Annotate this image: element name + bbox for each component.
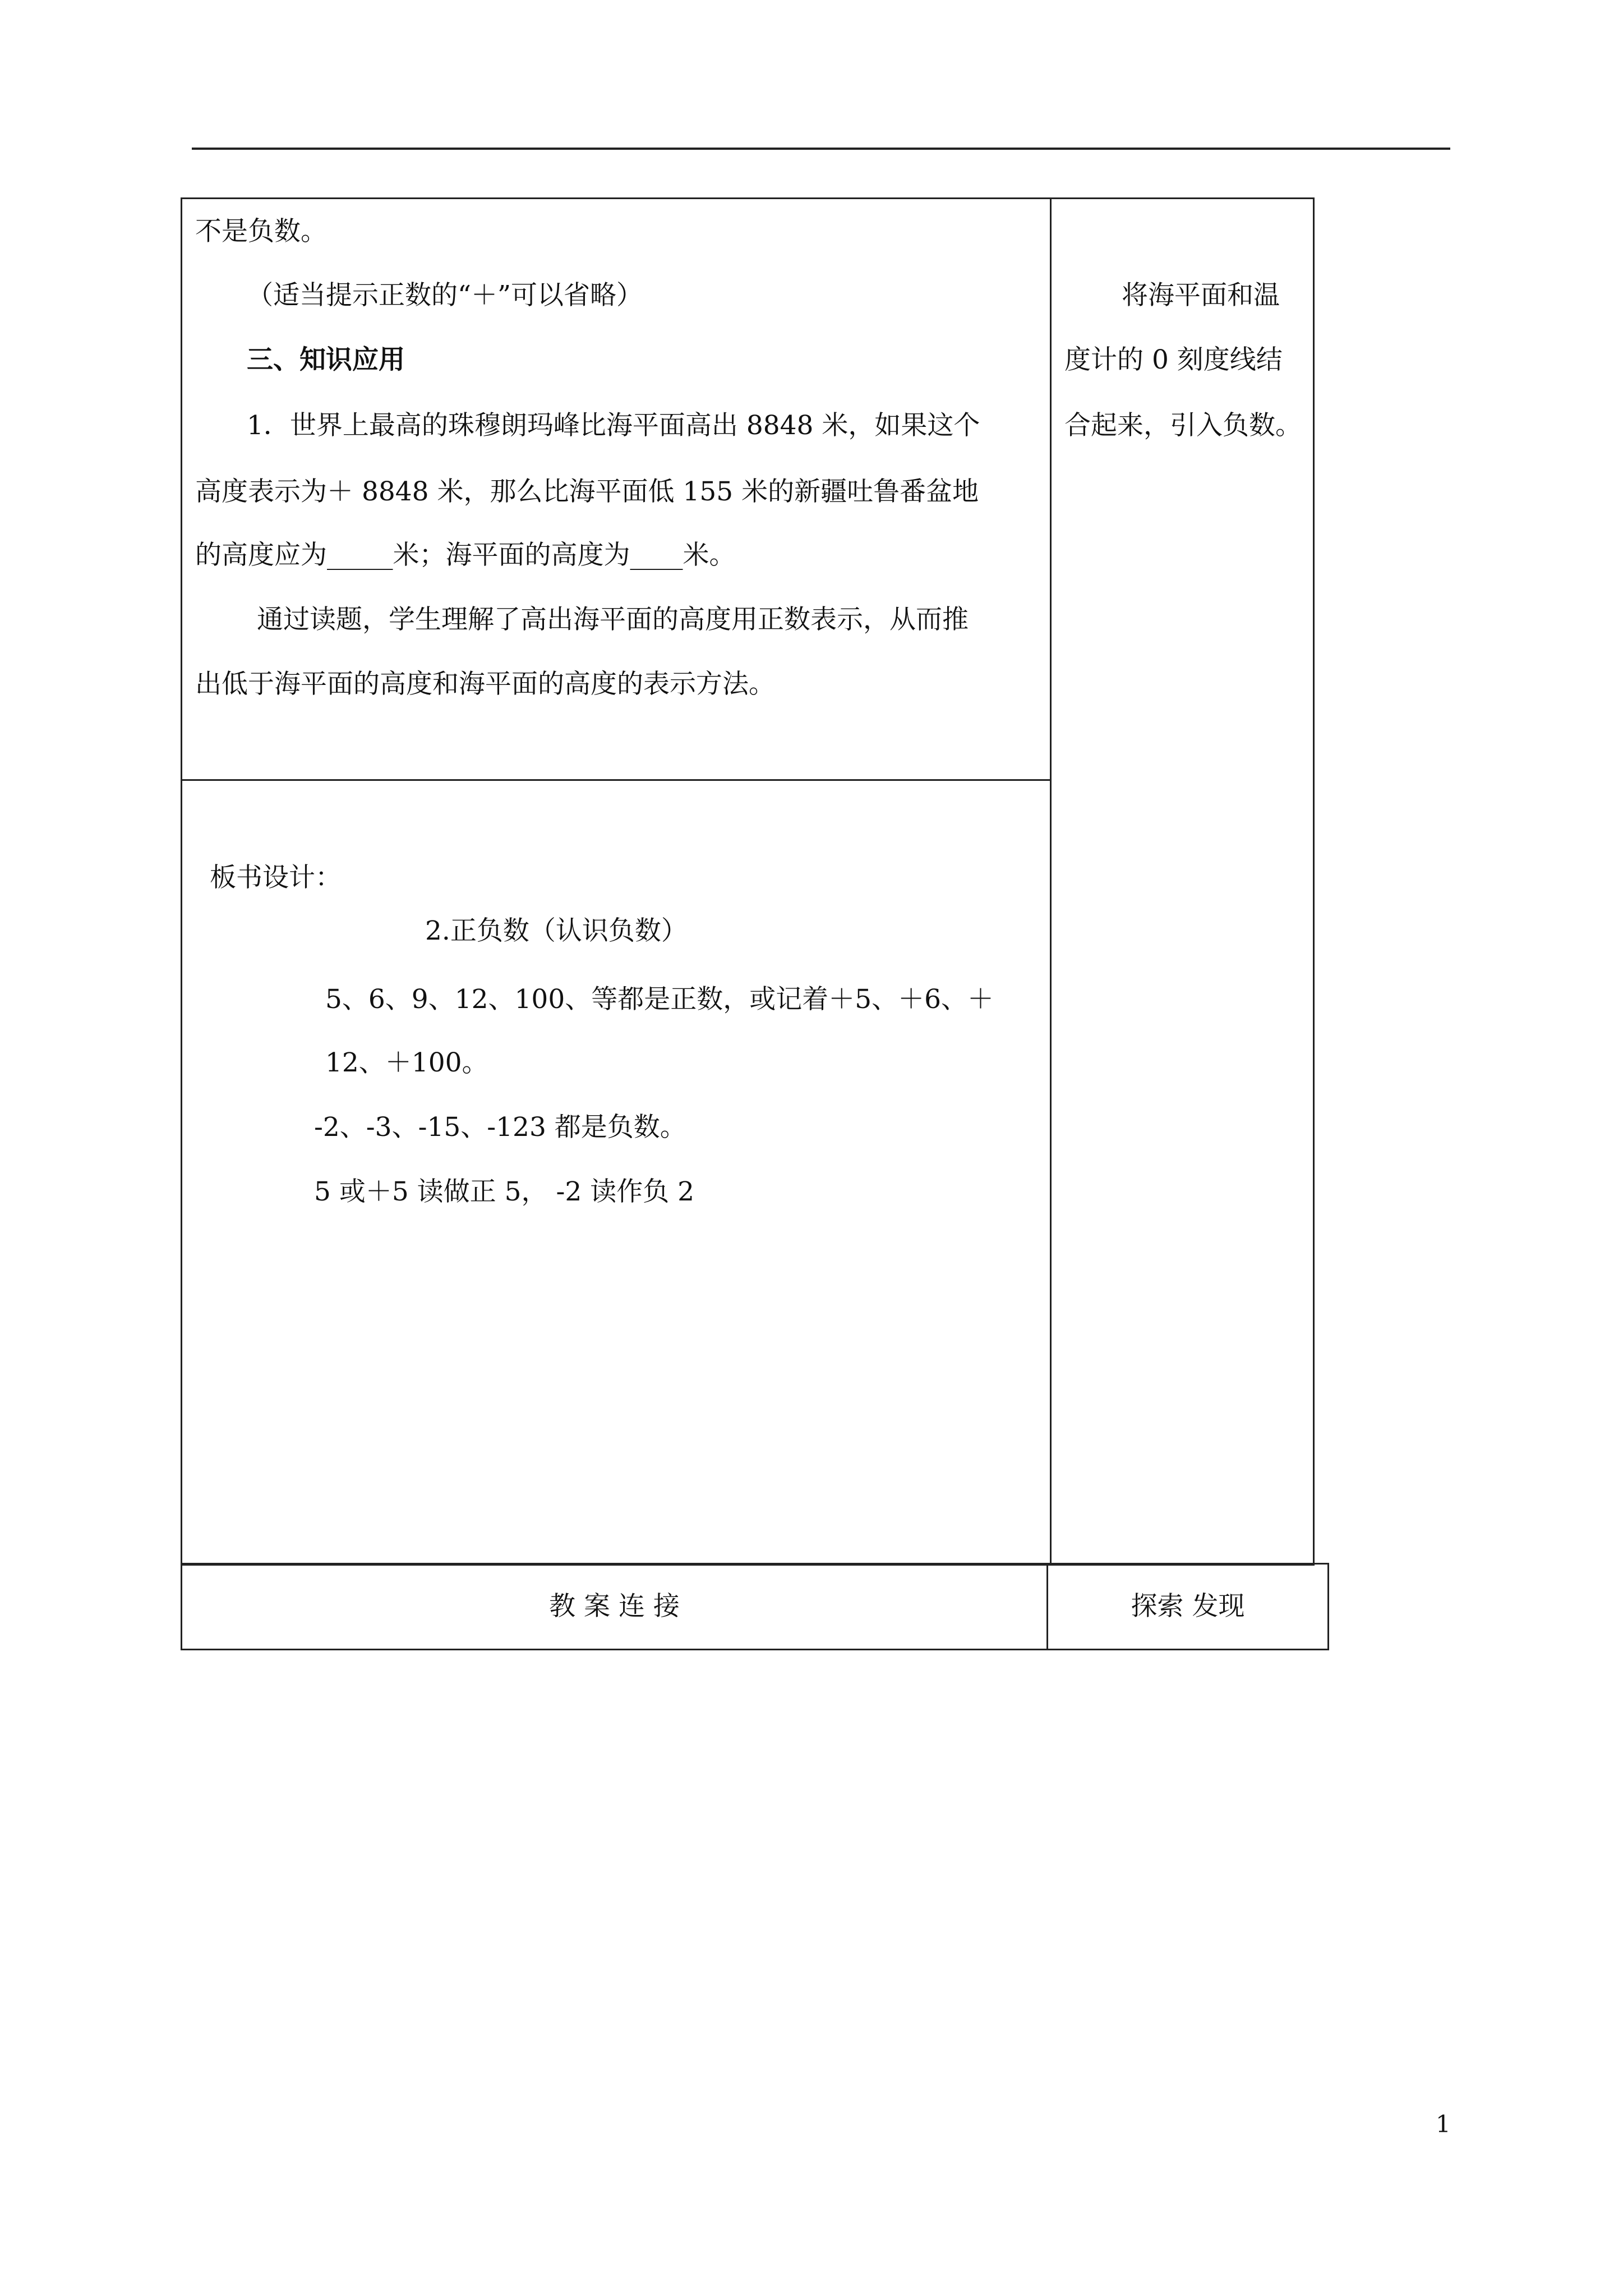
note-line-1: 通过读题，学生理解了高出海平面的高度用正数表示，从而推 [257,604,969,635]
footer-left-label: 教 案 连 接 [549,1591,680,1622]
footer-right-label: 探索 发现 [1131,1591,1245,1622]
page-number: 1 [1436,2110,1451,2138]
board-title: 2.正负数（认识负数） [425,915,688,946]
board-line-2: 12、＋100。 [325,1047,488,1078]
question-line-2: 高度表示为＋ 8848 米，那么比海平面低 155 米的新疆吐鲁番盆地 [195,476,979,507]
side-line-3: 合起来，引入负数。 [1064,410,1302,441]
question-line-1: 1．世界上最高的珠穆朗玛峰比海平面高出 8848 米，如果这个 [247,410,980,441]
side-line-1: 将海平面和温 [1122,280,1280,311]
header-rule [192,148,1450,150]
side-line-2: 度计的 0 刻度线结 [1064,344,1283,375]
board-line-3: -2、-3、-15、-123 都是负数。 [314,1112,686,1143]
board-line-1: 5、6、9、12、100、等都是正数，或记着＋5、＋6、＋ [325,984,994,1015]
question-line-3: 的高度应为_____米；海平面的高度为____米。 [195,540,736,570]
board-line-4: 5 或＋5 读做正 5， -2 读作负 2 [314,1176,695,1207]
section-heading: 三、知识应用 [247,344,405,375]
main-line-1: 不是负数。 [195,216,327,247]
main-line-2: （适当提示正数的“＋”可以省略） [247,280,643,311]
board-design-cell [181,779,1052,1566]
board-label: 板书设计： [210,862,342,893]
note-line-2: 出低于海平面的高度和海平面的高度的表示方法。 [195,669,775,700]
side-notes-cell [1050,197,1315,1566]
